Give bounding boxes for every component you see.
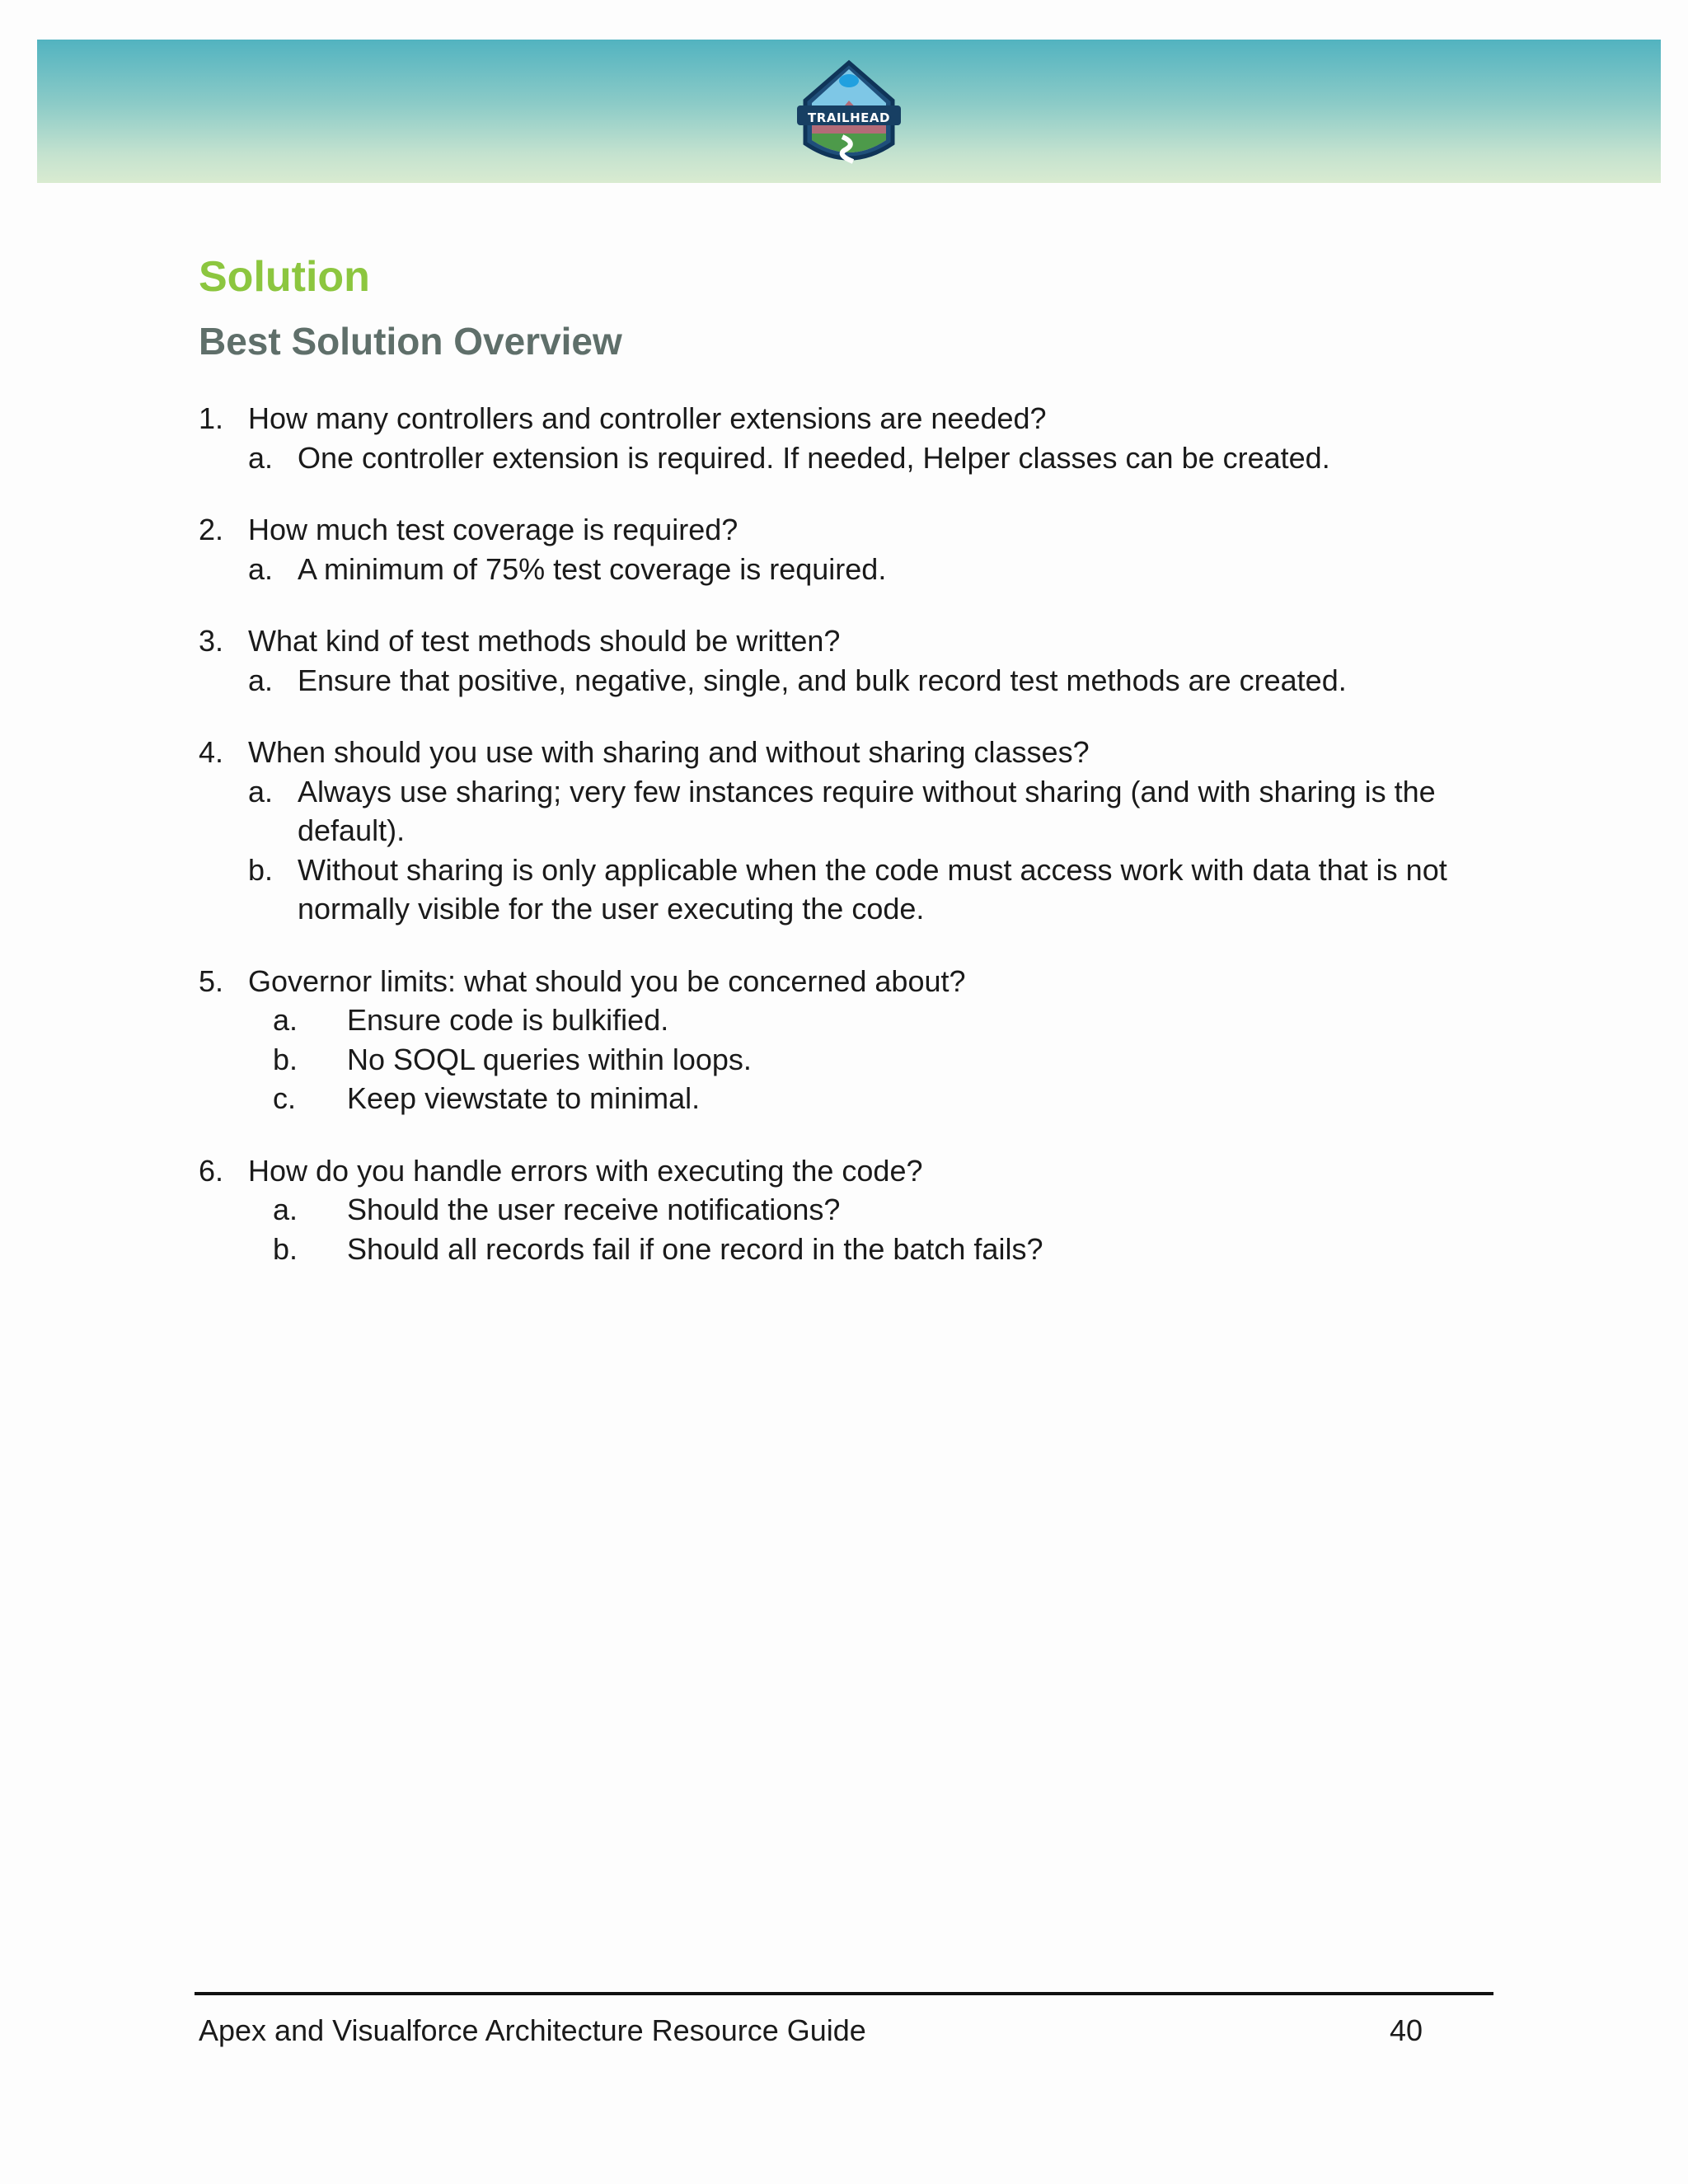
answer-item — [199, 1040, 1493, 1080]
question-item — [199, 733, 1493, 929]
answer-letter: c. — [273, 1081, 297, 1115]
answer-letter: b. — [273, 1042, 298, 1076]
answer-text: One controller extension is required. If needed, Helper classes can be created. — [298, 440, 1330, 475]
question-text: How many controllers and controller extensions are needed? — [248, 401, 1047, 435]
answer-text: Ensure code is bulkified. — [347, 1003, 669, 1037]
answer-list — [199, 1001, 1493, 1118]
answer-letter: a. — [273, 1003, 298, 1037]
footer-divider — [195, 1992, 1493, 1995]
answer-list — [199, 1190, 1493, 1268]
answer-item — [199, 851, 1493, 929]
answer-text: Without sharing is only applicable when the code must access work with data that is not normally visible for the user executing the code. — [298, 852, 1447, 926]
answer-letter: b. — [273, 1231, 298, 1266]
answer-list — [199, 438, 1493, 478]
answer-letter: b. — [248, 852, 274, 887]
answer-list — [199, 550, 1493, 589]
answer-text: Keep viewstate to minimal. — [347, 1081, 701, 1115]
question-item — [199, 510, 1493, 588]
answer-letter: a. — [273, 1193, 298, 1226]
page-number: 40 — [1390, 2013, 1423, 2047]
answer-list — [199, 772, 1493, 929]
answer-item — [199, 438, 1493, 478]
answer-text: Always use sharing; very few instances require without sharing (and with sharing is the default). — [298, 774, 1436, 847]
answer-letter: a. — [248, 440, 274, 475]
question-text: When should you use with sharing and without sharing classes? — [248, 735, 1090, 769]
answer-letter: a. — [248, 551, 274, 586]
answer-letter: a. — [248, 774, 274, 808]
question-number: 5. — [199, 963, 224, 998]
question-number: 1. — [199, 401, 224, 435]
answer-item — [199, 1190, 1493, 1230]
question-item — [199, 621, 1493, 700]
question-number: 4. — [199, 735, 224, 769]
question-number: 3. — [199, 624, 224, 658]
question-item — [199, 1151, 1493, 1269]
question-item — [199, 399, 1493, 477]
footer-title: Apex and Visualforce Architecture Resource Guide — [199, 2013, 866, 2047]
answer-item — [199, 1230, 1493, 1269]
answer-item — [199, 772, 1493, 851]
question-text: How much test coverage is required? — [248, 513, 738, 546]
header-banner — [37, 40, 1661, 183]
logo-text: TRAILHEAD — [808, 110, 890, 125]
answer-text: Ensure that positive, negative, single, and bulk record test methods are created. — [298, 663, 1347, 697]
answer-text: A minimum of 75% test coverage is required. — [298, 551, 887, 586]
question-text: How do you handle errors with executing the code? — [248, 1153, 923, 1188]
answer-letter: a. — [248, 663, 274, 697]
answer-list — [199, 661, 1493, 701]
answer-item — [199, 1001, 1493, 1040]
answer-item — [199, 1079, 1493, 1118]
section-heading: Best Solution Overview — [199, 320, 622, 363]
question-number: 6. — [199, 1153, 224, 1188]
main-content — [199, 247, 1493, 1301]
question-item — [199, 962, 1493, 1118]
question-text: Governor limits: what should you be concerned about? — [248, 963, 966, 998]
questions-list — [199, 399, 1493, 1268]
answer-item — [199, 550, 1493, 589]
question-number: 2. — [199, 513, 224, 546]
question-text: What kind of test methods should be written? — [248, 624, 841, 658]
answer-text: Should all records fail if one record in the batch fails? — [347, 1231, 1043, 1266]
page-title: Solution — [199, 253, 370, 301]
answer-text: No SOQL queries within loops. — [347, 1042, 752, 1076]
answer-item — [199, 661, 1493, 701]
answer-text: Should the user receive notifications? — [347, 1193, 841, 1226]
trailhead-logo — [787, 58, 911, 173]
